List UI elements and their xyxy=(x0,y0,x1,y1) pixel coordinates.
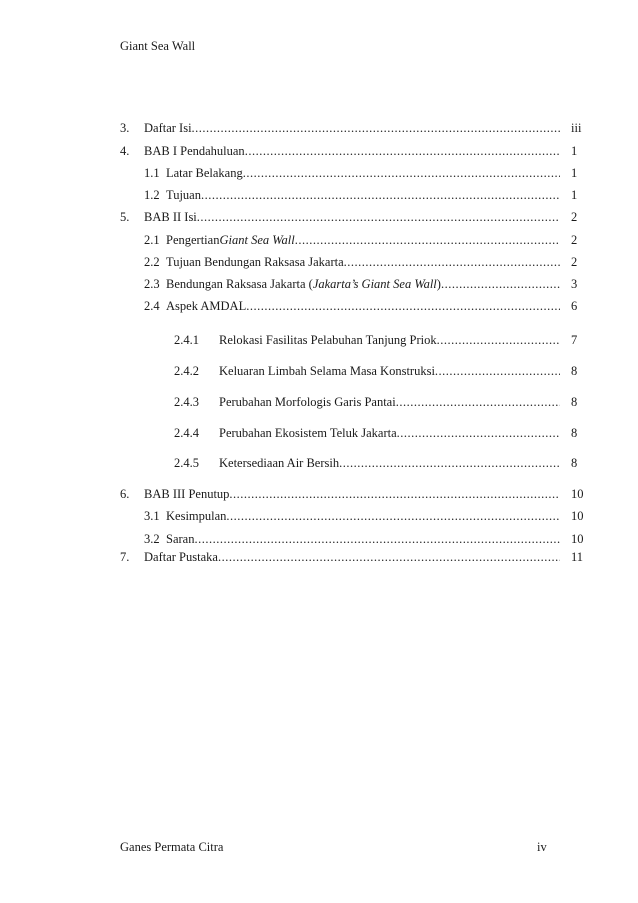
toc-entry-latar-belakang[interactable] xyxy=(0,166,638,182)
toc-leader-dots xyxy=(197,210,560,225)
toc-entry-number: 3.1 xyxy=(144,509,160,523)
toc-entry-title: Saran xyxy=(166,532,195,546)
toc-entry-number: 2.4 xyxy=(144,299,160,313)
toc-leader-dots xyxy=(437,333,560,348)
toc-entry-number: 1.2 xyxy=(144,188,160,202)
toc-entry-title: BAB III Penutup xyxy=(144,487,230,501)
toc-leader-dots xyxy=(396,395,560,410)
toc-entry-number: 2.4.5 xyxy=(174,456,199,470)
toc-entry-tujuan-bendungan[interactable] xyxy=(0,255,638,271)
toc-entry-morfologis[interactable] xyxy=(0,395,638,411)
toc-entry-title-post: ) xyxy=(436,277,441,291)
toc-leader-dots xyxy=(194,532,560,547)
toc-entry-aspek-amdal[interactable] xyxy=(0,299,638,315)
toc-entry-page: 11 xyxy=(571,550,584,564)
toc-leader-dots xyxy=(218,550,560,565)
toc-entry-bendungan-raksasa[interactable] xyxy=(0,277,638,293)
footer-author: Ganes Permata Citra xyxy=(120,840,224,854)
toc-entry-title: Tujuan xyxy=(166,188,201,202)
toc-entry-title: Perubahan Ekosistem Teluk Jakarta xyxy=(219,426,397,440)
toc-entry-title-pre: Bendungan Raksasa Jakarta ( xyxy=(166,277,313,291)
toc-entry-number: 1.1 xyxy=(144,166,160,180)
toc-entry-page: 8 xyxy=(571,456,578,470)
page-header-title: Giant Sea Wall xyxy=(120,39,196,53)
toc-leader-dots xyxy=(243,166,560,181)
toc-entry-title: BAB II Isi xyxy=(144,210,197,224)
toc-leader-dots xyxy=(246,299,560,314)
toc-leader-dots xyxy=(201,188,560,203)
toc-entry-saran[interactable] xyxy=(0,532,638,548)
toc-entry-title: Tujuan Bendungan Raksasa Jakarta xyxy=(166,255,344,269)
toc-entry-page: 3 xyxy=(571,277,578,291)
toc-leader-dots xyxy=(245,144,560,159)
toc-entry-page: 2 xyxy=(571,210,578,224)
toc-entry-number: 2.2 xyxy=(144,255,160,269)
toc-entry-title: Perubahan Morfologis Garis Pantai xyxy=(219,395,396,409)
toc-entry-daftar-isi[interactable] xyxy=(0,121,638,137)
toc-entry-bab-i[interactable] xyxy=(0,144,638,160)
toc-entry-title: Relokasi Fasilitas Pelabuhan Tanjung Priok xyxy=(219,333,437,347)
toc-leader-dots xyxy=(344,255,560,270)
toc-entry-title-pre: Pengertian xyxy=(166,233,220,247)
toc-entry-page: 1 xyxy=(571,166,578,180)
toc-leader-dots xyxy=(229,487,560,502)
toc-entry-title: BAB I Pendahuluan xyxy=(144,144,245,158)
toc-leader-dots xyxy=(226,509,560,524)
toc-entry-page: 7 xyxy=(571,333,578,347)
toc-entry-title: Keluaran Limbah Selama Masa Konstruksi xyxy=(219,364,435,378)
toc-leader-dots xyxy=(295,233,560,248)
toc-entry-title: Kesimpulan xyxy=(166,509,227,523)
toc-entry-number: 3.2 xyxy=(144,532,160,546)
toc-entry-page: 8 xyxy=(571,426,578,440)
toc-leader-dots xyxy=(397,426,560,441)
toc-entry-number: 2.4.2 xyxy=(174,364,199,378)
toc-entry-relokasi[interactable] xyxy=(0,333,638,349)
toc-entry-kesimpulan[interactable] xyxy=(0,509,638,525)
toc-entry-page: 2 xyxy=(571,255,578,269)
toc-entry-page: iii xyxy=(571,121,582,135)
toc-entry-title: Latar Belakang xyxy=(166,166,243,180)
toc-entry-number: 2.4.3 xyxy=(174,395,199,409)
toc-entry-title: Aspek AMDAL xyxy=(166,299,247,313)
toc-entry-number: 6. xyxy=(120,487,130,501)
toc-entry-tujuan[interactable] xyxy=(0,188,638,204)
toc-entry-number: 4. xyxy=(120,144,130,158)
toc-entry-title: Daftar Pustaka xyxy=(144,550,218,564)
toc-entry-bab-ii[interactable] xyxy=(0,210,638,226)
toc-entry-number: 2.4.4 xyxy=(174,426,199,440)
toc-entry-page: 10 xyxy=(571,487,584,501)
toc-entry-page: 2 xyxy=(571,233,578,247)
toc-entry-page: 8 xyxy=(571,364,578,378)
toc-entry-pengertian[interactable] xyxy=(0,233,638,249)
toc-entry-title-italic: Jakarta’s Giant Sea Wall xyxy=(312,277,437,291)
toc-entry-title: Daftar Isi xyxy=(144,121,192,135)
toc-entry-keluaran-limbah[interactable] xyxy=(0,364,638,380)
toc-entry-page: 1 xyxy=(571,188,578,202)
toc-entry-page: 1 xyxy=(571,144,578,158)
toc-entry-page: 10 xyxy=(571,532,584,546)
toc-entry-daftar-pustaka[interactable] xyxy=(0,550,638,566)
toc-entry-page: 10 xyxy=(571,509,584,523)
toc-leader-dots xyxy=(435,364,560,379)
toc-leader-dots xyxy=(192,121,560,136)
toc-entry-air-bersih[interactable] xyxy=(0,456,638,472)
toc-entry-number: 2.4.1 xyxy=(174,333,199,347)
toc-leader-dots xyxy=(441,277,560,292)
toc-leader-dots xyxy=(339,456,560,471)
toc-entry-number: 5. xyxy=(120,210,130,224)
toc-entry-title: Ketersediaan Air Bersih xyxy=(219,456,340,470)
toc-entry-ekosistem[interactable] xyxy=(0,426,638,442)
toc-entry-page: 6 xyxy=(571,299,578,313)
toc-entry-number: 2.1 xyxy=(144,233,160,247)
toc-entry-bab-iii[interactable] xyxy=(0,487,638,503)
toc-entry-title-italic: Giant Sea Wall xyxy=(219,233,295,247)
toc-entry-page: 8 xyxy=(571,395,578,409)
toc-entry-number: 2.3 xyxy=(144,277,160,291)
footer-page-number: iv xyxy=(537,840,547,854)
toc-entry-number: 3. xyxy=(120,121,130,135)
toc-entry-number: 7. xyxy=(120,550,130,564)
